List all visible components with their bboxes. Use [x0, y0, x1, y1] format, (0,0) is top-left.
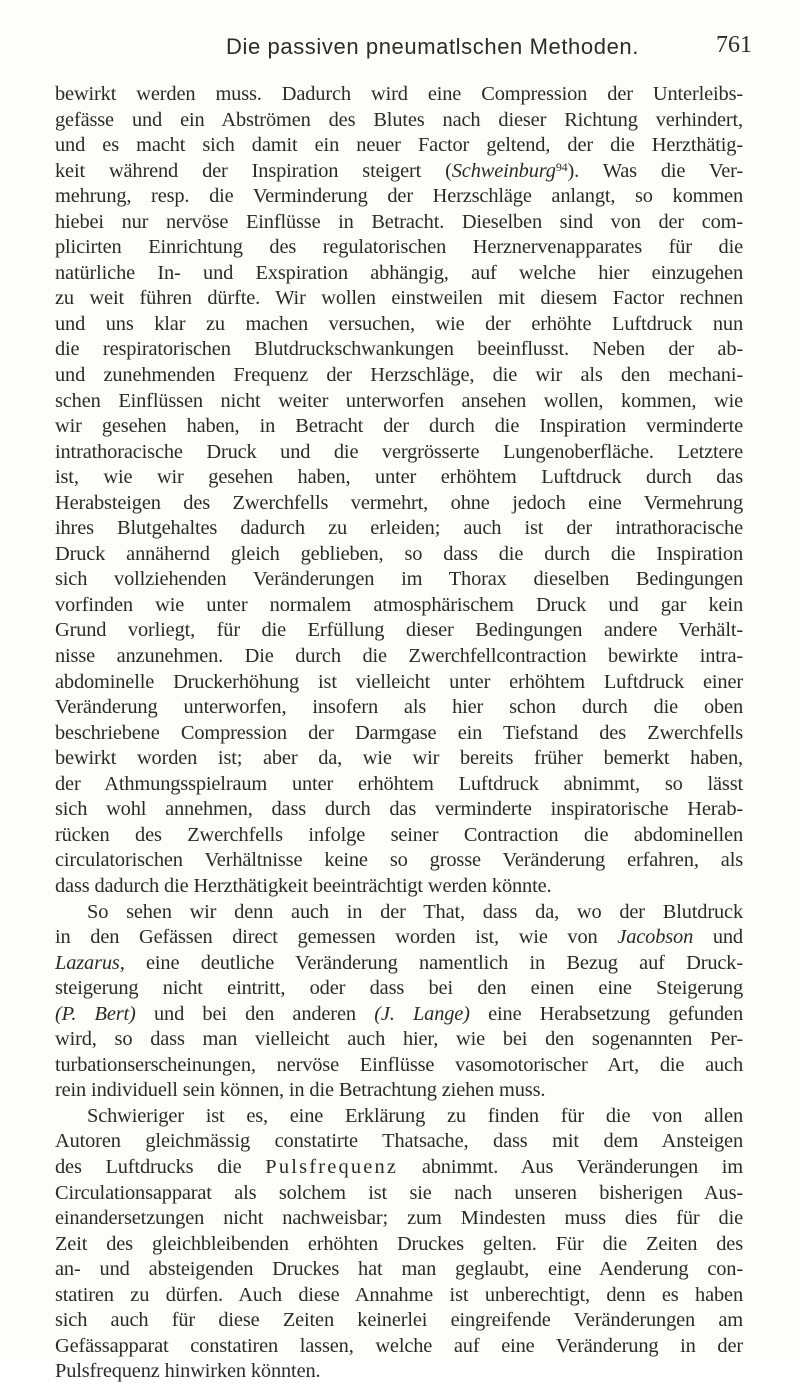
text-run: abnimmt. Aus Veränderungen im — [398, 1155, 743, 1178]
text-run: , eine deutliche Veränderung namentlich in Bezug auf Druck- — [119, 951, 743, 974]
text-line: rein individuell sein können, in die Betrachtung ziehen muss. — [55, 1079, 546, 1102]
text-run: des Luftdrucks die — [55, 1155, 266, 1178]
text-run: keit während der Inspiration steigert ( — [55, 159, 452, 182]
text-line: circulatorischen Verhältnisse keine so grosse Veränderung erfahren, als — [55, 849, 743, 872]
text-line: vorfinden wie unter normalem atmosphärischem Druck und gar kein — [55, 593, 743, 616]
paragraph — [55, 82, 743, 900]
reference-number: 94 — [555, 159, 568, 174]
chapter-title: Die passiven pneumatlschen Methoden. — [226, 34, 639, 59]
text-line: hiebei nur nervöse Einflüsse in Betracht. Dieselben sind von der com- — [55, 210, 743, 233]
text-line: sich vollziehenden Veränderungen im Thorax dieselben Bedingungen — [55, 568, 743, 591]
text-line: rücken des Zwerchfells infolge seiner Contraction die abdominellen — [55, 823, 743, 846]
text-line: intrathoracische Druck und die vergrösserte Lungenoberfläche. Letztere — [55, 440, 743, 463]
body-text — [55, 82, 743, 1385]
text-line: plicirten Einrichtung des regulatorischen Herznervenapparates für die — [55, 236, 743, 259]
text-line — [55, 1155, 743, 1181]
paragraph — [55, 1104, 743, 1385]
italic-name: Lazarus — [55, 951, 120, 974]
text-line: Herabsteigen des Zwerchfells vermehrt, ohne jedoch eine Vermehrung — [55, 491, 743, 514]
text-line: beschriebene Compression der Darmgase ein Tiefstand des Zwerchfells — [55, 721, 743, 744]
text-line: statiren zu dürfen. Auch diese Annahme ist unberechtigt, denn es haben — [55, 1283, 743, 1306]
text-line: Veränderung unterworfen, insofern als hier schon durch die oben — [55, 696, 743, 719]
text-line: gefässe und ein Abströmen des Blutes nach dieser Richtung verhindert, — [55, 108, 743, 131]
text-line: abdominelle Druckerhöhung ist vielleicht unter erhöhtem Luftdruck einer — [55, 670, 743, 693]
text-line: und zunehmenden Frequenz der Herzschläge, die wir als den mechani- — [55, 364, 743, 387]
emphasized-term: Pulsfrequenz — [265, 1155, 399, 1178]
paragraph — [55, 900, 743, 1104]
text-run: eine Herabsetzung gefunden — [469, 1002, 744, 1025]
text-line: sich wohl annehmen, dass durch das verminderte inspiratorische Herab- — [55, 798, 743, 821]
text-line: der Athmungsspielraum unter erhöhtem Luftdruck abnimmt, so lässt — [55, 772, 743, 795]
text-line: Zeit des gleichbleibenden erhöhten Druckes gelten. Für die Zeiten des — [55, 1232, 743, 1255]
text-line — [55, 159, 743, 185]
text-line: bewirkt worden ist; aber da, wie wir bereits früher bemerkt haben, — [55, 747, 743, 770]
text-line: turbationserscheinungen, nervöse Einflüsse vasomotorischer Art, die auch — [55, 1053, 743, 1076]
text-line: mehrung, resp. die Verminderung der Herzschläge anlangt, so kommen — [55, 185, 743, 208]
text-line: dass dadurch die Herzthätigkeit beeinträchtigt werden könnte. — [55, 874, 552, 897]
text-line: und es macht sich damit ein neuer Factor geltend, der die Herzthätig- — [55, 134, 743, 157]
text-run: und bei den anderen — [135, 1002, 375, 1025]
italic-name: (P. Bert) — [55, 1002, 136, 1025]
text-line: wird, so dass man vielleicht auch hier, wie bei den sogenannten Per- — [55, 1028, 743, 1051]
text-line — [55, 925, 743, 951]
text-line: an- und absteigenden Druckes hat man geglaubt, eine Aenderung con- — [55, 1258, 743, 1281]
text-line — [55, 1002, 743, 1028]
text-line: schen Einflüssen nicht weiter unterworfen ansehen wollen, kommen, wie — [55, 389, 743, 412]
text-run: ). Was die Ver- — [567, 159, 744, 182]
text-line: Gefässapparat constatiren lassen, welche auf eine Veränderung in der — [55, 1334, 743, 1357]
text-line: ist, wie wir gesehen haben, unter erhöhtem Luftdruck durch das — [55, 466, 743, 489]
italic-name: Schweinburg — [451, 159, 556, 182]
text-run: und — [693, 926, 743, 949]
italic-name: (J. Lange) — [374, 1002, 470, 1025]
text-line: ihres Blutgehaltes dadurch zu erleiden; auch ist der intrathoracische — [55, 517, 743, 540]
running-head — [0, 0, 800, 80]
text-line: bewirkt werden muss. Dadurch wird eine Compression der Unterleibs- — [55, 83, 743, 105]
text-line: Schwieriger ist es, eine Erklärung zu finden für die von allen — [87, 1104, 743, 1127]
text-line: wir gesehen haben, in Betracht der durch die Inspiration verminderte — [55, 415, 743, 438]
text-line: Circulationsapparat als solchem ist sie nach unseren bisherigen Aus- — [55, 1181, 743, 1204]
text-line: einandersetzungen nicht nachweisbar; zum Mindesten muss dies für die — [55, 1207, 743, 1230]
text-line: Druck annähernd gleich geblieben, so dass die durch die Inspiration — [55, 542, 743, 565]
text-run: in den Gefässen direct gemessen worden ist, wie von — [55, 926, 618, 949]
text-line: zu weit führen dürfte. Wir wollen einstweilen mit diesem Factor rechnen — [55, 287, 743, 310]
text-line: sich auch für diese Zeiten keinerlei eingreifende Veränderungen am — [55, 1309, 743, 1332]
text-run: So sehen wir denn auch in der That, dass da, wo der Blutdruck — [87, 900, 743, 923]
text-line: natürliche In- und Exspiration abhängig, auf welche hier einzugehen — [55, 261, 743, 284]
text-line: Grund vorliegt, für die Erfüllung dieser Bedingungen andere Verhält- — [55, 619, 743, 642]
italic-name: Jacobson — [617, 926, 694, 949]
text-line: steigerung nicht eintritt, oder dass bei den einen eine Steigerung — [55, 977, 743, 1000]
text-line: die respiratorischen Blutdruckschwankungen beeinflusst. Neben der ab- — [55, 338, 743, 361]
page-number: 761 — [716, 32, 752, 58]
text-line: Autoren gleichmässig constatirte Thatsache, dass mit dem Ansteigen — [55, 1130, 743, 1153]
text-line: nisse anzunehmen. Die durch die Zwerchfellcontraction bewirkte intra- — [55, 645, 743, 668]
text-line — [55, 900, 743, 926]
text-line: Pulsfrequenz hinwirken könnten. — [55, 1360, 321, 1383]
text-line: und uns klar zu machen versuchen, wie der erhöhte Luftdruck nun — [55, 312, 743, 335]
text-line — [55, 951, 743, 977]
